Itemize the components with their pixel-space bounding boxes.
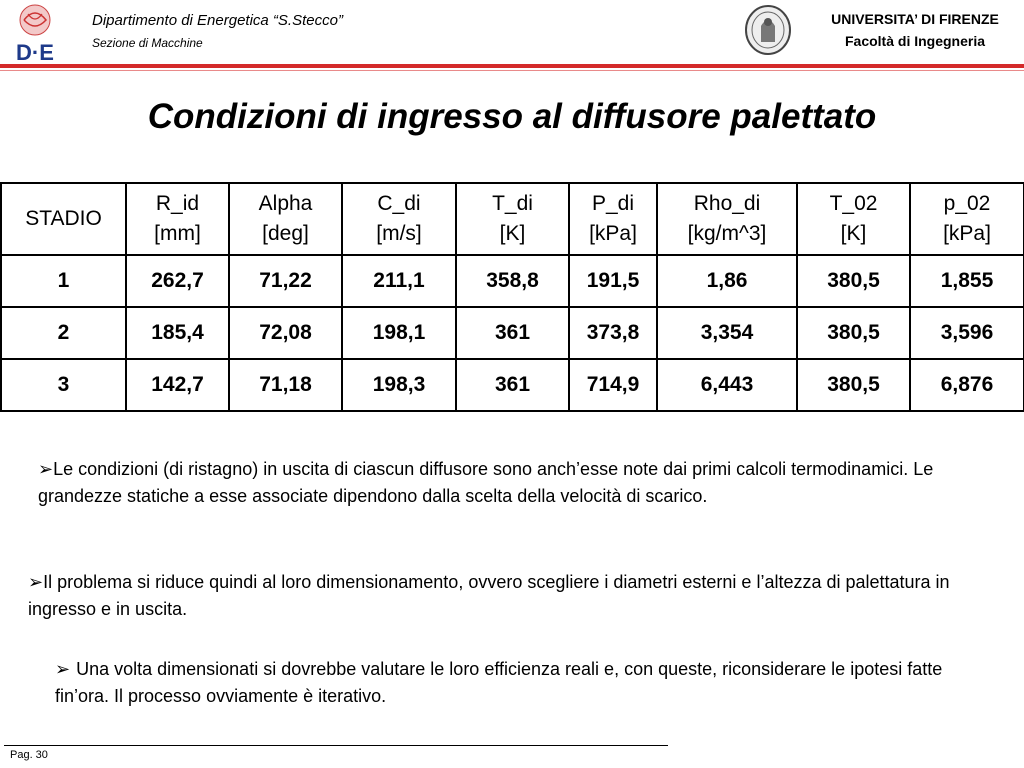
page-number: Pag. 30 bbox=[10, 749, 48, 761]
bullet-text: Le condizioni (di ristagno) in uscita di ciascun diffusore sono anch’esse note dai primi calcoli termodinamici. Le grandezze statiche a esse associate dipendono dalla scelta della velocità di scarico. bbox=[38, 459, 934, 506]
table-cell: 358,8 bbox=[456, 255, 569, 307]
table-cell: 142,7 bbox=[126, 359, 229, 411]
header-unit: [kPa] bbox=[943, 222, 991, 245]
header-name: T_02 bbox=[829, 191, 878, 215]
header-name: R_id bbox=[155, 191, 200, 215]
header-name: STADIO bbox=[25, 206, 102, 230]
table-cell: 1,855 bbox=[910, 255, 1024, 307]
arrow-bullet-icon: ➢ bbox=[28, 572, 44, 592]
table-cell: 1 bbox=[1, 255, 126, 307]
bullet-paragraph bbox=[28, 569, 988, 623]
table-cell: 6,443 bbox=[657, 359, 797, 411]
bullet-paragraph bbox=[38, 456, 998, 510]
header-unit: [mm] bbox=[154, 222, 201, 245]
header-unit: [deg] bbox=[262, 222, 309, 245]
table-cell: 6,876 bbox=[910, 359, 1024, 411]
header-t-02 bbox=[797, 183, 910, 255]
data-table bbox=[0, 182, 1024, 412]
table-cell: 185,4 bbox=[126, 307, 229, 359]
bullet-text: Il problema si riduce quindi al loro dimensionamento, ovvero scegliere i diametri esterni e l’altezza di palettatura in ingresso e in uscita. bbox=[28, 572, 950, 619]
header-name: Alpha bbox=[258, 191, 313, 215]
page-title: Condizioni di ingresso al diffusore palettato bbox=[147, 97, 877, 136]
table-cell: 2 bbox=[1, 307, 126, 359]
department-name: Dipartimento di Energetica “S.Stecco” bbox=[92, 12, 343, 29]
university-name: UNIVERSITA’ DI FIRENZE bbox=[831, 11, 999, 27]
logo-letters: D·E bbox=[16, 40, 54, 64]
table-header-row bbox=[1, 183, 1024, 255]
section-name: Sezione di Macchine bbox=[92, 36, 203, 50]
table-row bbox=[1, 359, 1024, 411]
table-cell: 191,5 bbox=[569, 255, 657, 307]
header-rho-di bbox=[657, 183, 797, 255]
table-cell: 714,9 bbox=[569, 359, 657, 411]
header-divider bbox=[0, 64, 1024, 68]
table-cell: 3,596 bbox=[910, 307, 1024, 359]
table-cell: 72,08 bbox=[229, 307, 342, 359]
header-name: T_di bbox=[492, 191, 533, 215]
table-cell: 262,7 bbox=[126, 255, 229, 307]
table-row bbox=[1, 255, 1024, 307]
university-seal-icon bbox=[744, 4, 792, 56]
dept-logo bbox=[4, 2, 66, 64]
table-cell: 380,5 bbox=[797, 359, 910, 411]
table-row bbox=[1, 307, 1024, 359]
table-cell: 71,18 bbox=[229, 359, 342, 411]
table-cell: 1,86 bbox=[657, 255, 797, 307]
header-alpha bbox=[229, 183, 342, 255]
faculty-name: Facoltà di Ingegneria bbox=[844, 33, 986, 49]
header-divider-thin bbox=[0, 70, 1024, 71]
header-p-di bbox=[569, 183, 657, 255]
header-name: C_di bbox=[377, 191, 421, 215]
table-cell: 3,354 bbox=[657, 307, 797, 359]
header-unit: [K] bbox=[499, 222, 526, 245]
table-cell: 373,8 bbox=[569, 307, 657, 359]
table-cell: 71,22 bbox=[229, 255, 342, 307]
header-t-di bbox=[456, 183, 569, 255]
table-cell: 361 bbox=[456, 359, 569, 411]
header-c-di bbox=[342, 183, 456, 255]
table-cell: 361 bbox=[456, 307, 569, 359]
header-p-02 bbox=[910, 183, 1024, 255]
table-cell: 198,1 bbox=[342, 307, 456, 359]
table-cell: 211,1 bbox=[342, 255, 456, 307]
header-unit: [kPa] bbox=[589, 222, 637, 245]
header-name: P_di bbox=[591, 191, 635, 215]
table-cell: 3 bbox=[1, 359, 126, 411]
bullet-paragraph bbox=[55, 656, 975, 710]
header-stadio bbox=[1, 183, 126, 255]
bullet-text: Una volta dimensionati si dovrebbe valutare le loro efficienza reali e, con queste, riconsiderare le ipotesi fatte fin’ora. Il processo ovviamente è iterativo. bbox=[55, 659, 943, 706]
table-cell: 380,5 bbox=[797, 307, 910, 359]
header-unit: [K] bbox=[840, 222, 867, 245]
header-unit: [m/s] bbox=[376, 222, 422, 245]
header-unit: [kg/m^3] bbox=[687, 222, 767, 245]
arrow-bullet-icon: ➢ bbox=[55, 659, 71, 679]
arrow-bullet-icon: ➢ bbox=[38, 459, 54, 479]
footer-divider bbox=[4, 745, 668, 746]
table-cell: 198,3 bbox=[342, 359, 456, 411]
header-name: Rho_di bbox=[693, 191, 761, 215]
header-r-id bbox=[126, 183, 229, 255]
table-cell: 380,5 bbox=[797, 255, 910, 307]
header-name: p_02 bbox=[943, 191, 991, 215]
